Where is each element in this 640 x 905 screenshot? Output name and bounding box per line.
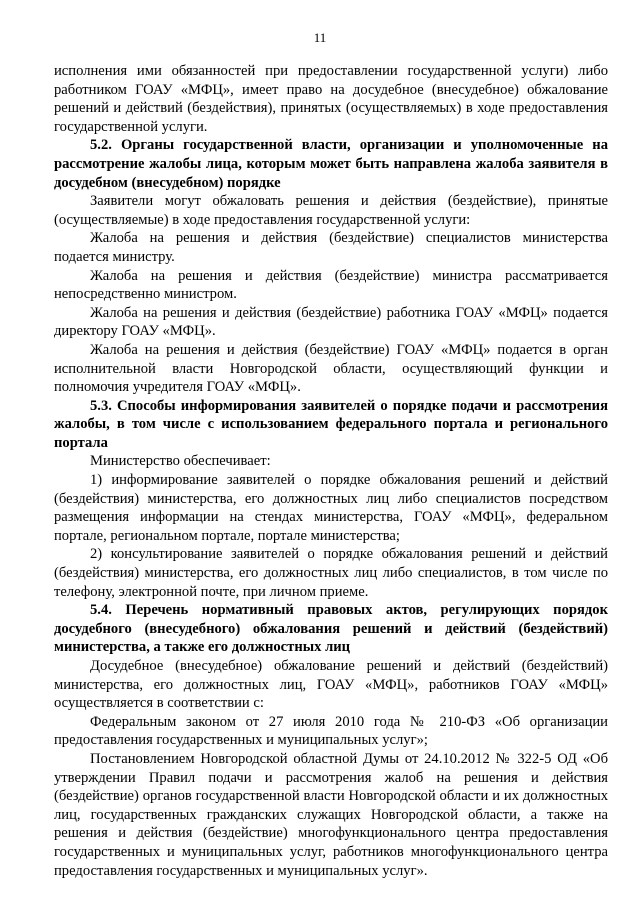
- list-item: 2) консультирование заявителей о порядке обжалования решений и действий (бездействия) министерства, его должностных лиц либо специалистов, в том числе по телефону, электронной почте, при личном приеме.: [54, 546, 608, 600]
- paragraph: Жалоба на решения и действия (бездействие) министра рассматривается непосредственно министром.: [54, 267, 608, 303]
- paragraph: Досудебное (внесудебное) обжалование решений и действий (бездействий) министерства, его должностных лиц, ГОАУ «МФЦ», работников ГОАУ «МФЦ» осуществляется в соответствии с:: [54, 658, 608, 712]
- section-heading-5-2: 5.2. Органы государственной власти, организации и уполномоченные на рассмотрение жалобы лица, которым может быть направлена жалоба заявителя в досудебном (внесудебном) порядке: [54, 137, 608, 191]
- paragraph: Жалоба на решения и действия (бездействие) ГОАУ «МФЦ» подается в орган исполнительной власти Новгородской области, осуществляющий функции и полномочия учредителя ГОАУ «МФЦ».: [54, 341, 608, 396]
- paragraph: Постановлением Новгородской областной Думы от 24.10.2012 № 322-5 ОД «Об утверждении Правил подачи и рассмотрения жалоб на решения и действия (бездействие) органов государственной власти Новгородской области и их должностных лиц, государственных гражданских служащих Новгородской области, а также на решения и действия (бездействие) многофункционального центра предоставления государственных и муниципальных услуг, работников многофункционального центра предоставления государственных и муниципальных услуг».: [54, 750, 608, 879]
- paragraph: Министерство обеспечивает:: [90, 453, 271, 470]
- page-number: 11: [313, 30, 327, 45]
- section-heading-5-4: 5.4. Перечень нормативный правовых актов, регулирующих порядок досудебного (внесудебного) обжалования решений и действий (бездействий) министерства, а также его должностных лиц: [54, 602, 608, 656]
- paragraph: Федеральным законом от 27 июля 2010 года № 210-ФЗ «Об организации предоставления государственных и муниципальных услуг»;: [54, 713, 608, 749]
- section-heading-5-3: 5.3. Способы информирования заявителей о порядке подачи и рассмотрения жалобы, в том числе с использованием федерального портала и регионального портала: [54, 397, 608, 451]
- paragraph: Жалоба на решения и действия (бездействие) специалистов министерства подается министру.: [54, 230, 608, 265]
- paragraph-continuation: исполнения ими обязанностей при предоставлении государственной услуги) либо работником ГОАУ «МФЦ», имеет право на досудебное (внесудебное) обжалование решений и действий (бездействия), принятых (осуществляемых) в ходе предоставления государственной услуги.: [54, 63, 608, 135]
- paragraph: Заявители могут обжаловать решения и действия (бездействие), принятые (осуществляемые) в ходе предоставления государственной услуги:: [54, 193, 608, 228]
- document-body: [54, 62, 608, 880]
- list-item: 1) информирование заявителей о порядке обжалования решений и действий (бездействия) министерства, его должностных лиц либо специалистов посредством размещения информации на стендах министерства, ГОАУ «МФЦ», федеральном портале, региональном портале, портале министерства;: [54, 472, 608, 544]
- paragraph: Жалоба на решения и действия (бездействие) работника ГОАУ «МФЦ» подается директору ГОАУ «МФЦ».: [54, 304, 608, 340]
